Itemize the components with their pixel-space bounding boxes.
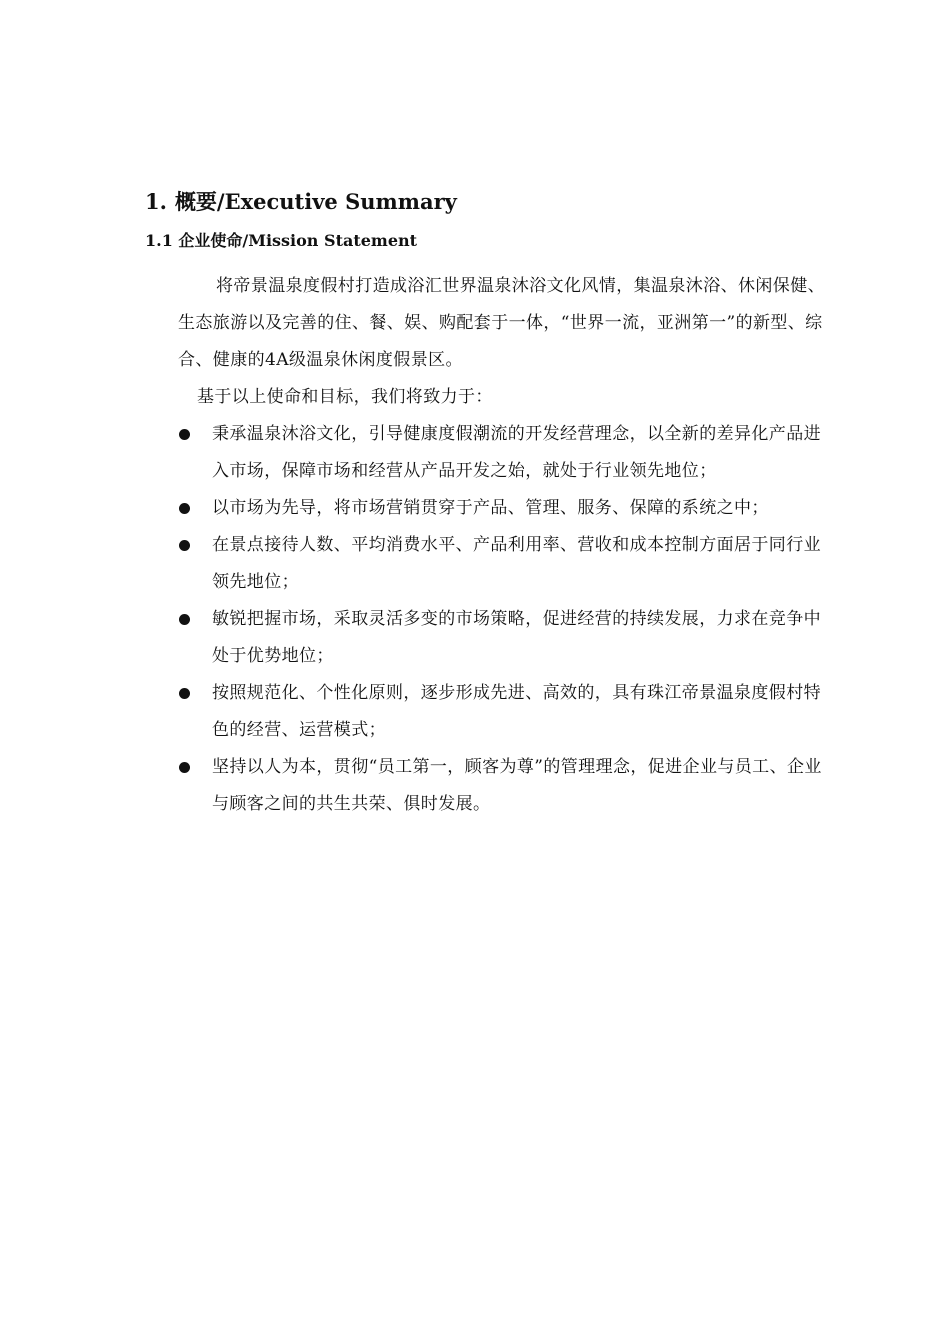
section-title: 概要/Executive Summary — [174, 189, 457, 214]
section-number: 1. — [145, 189, 167, 214]
list-item — [178, 749, 828, 823]
section-heading — [145, 186, 457, 216]
list-item-text: 以市场为先导，将市场营销贯穿于产品、管理、服务、保障的系统之中； — [212, 498, 769, 518]
list-item — [178, 601, 828, 675]
bullet-icon — [179, 429, 190, 440]
list-item-text: 敏锐把握市场，采取灵活多变的市场策略，促进经营的持续发展，力求在竞争中处于优势地位； — [212, 609, 821, 666]
bullet-icon — [179, 688, 190, 699]
subsection-heading: 1.1 企业使命/Mission Statement — [145, 231, 418, 250]
bullet-icon — [179, 540, 190, 551]
list-item — [178, 675, 828, 749]
list-item-text: 坚持以人为本，贯彻“员工第一，顾客为尊”的管理理念，促进企业与员工、企业与顾客之间的共生共荣、俱时发展。 — [212, 757, 822, 814]
list-item-text: 秉承温泉沐浴文化，引导健康度假潮流的开发经营理念，以全新的差异化产品进入市场，保障市场和经营从产品开发之始，就处于行业领先地位； — [212, 424, 821, 481]
list-item-text: 按照规范化、个性化原则，逐步形成先进、高效的，具有珠江帝景温泉度假村特色的经营、运营模式； — [212, 683, 821, 740]
bullet-icon — [179, 762, 190, 773]
list-item — [178, 416, 828, 490]
mission-paragraph: 将帝景温泉度假村打造成浴汇世界温泉沐浴文化风情，集温泉沐浴、休闲保健、生态旅游以及完善的住、餐、娱、购配套于一体，“世界一流，亚洲第一”的新型、综合、健康的4A级温泉休闲度假景区。 — [178, 276, 825, 370]
bullet-icon — [179, 614, 190, 625]
list-item — [178, 527, 828, 601]
commitments-list — [178, 416, 828, 823]
list-item — [178, 490, 828, 527]
list-item-text: 在景点接待人数、平均消费水平、产品利用率、营收和成本控制方面居于同行业领先地位； — [212, 535, 821, 592]
bullet-icon — [179, 503, 190, 514]
commitments-lead-in: 基于以上使命和目标，我们将致力于： — [197, 387, 493, 407]
